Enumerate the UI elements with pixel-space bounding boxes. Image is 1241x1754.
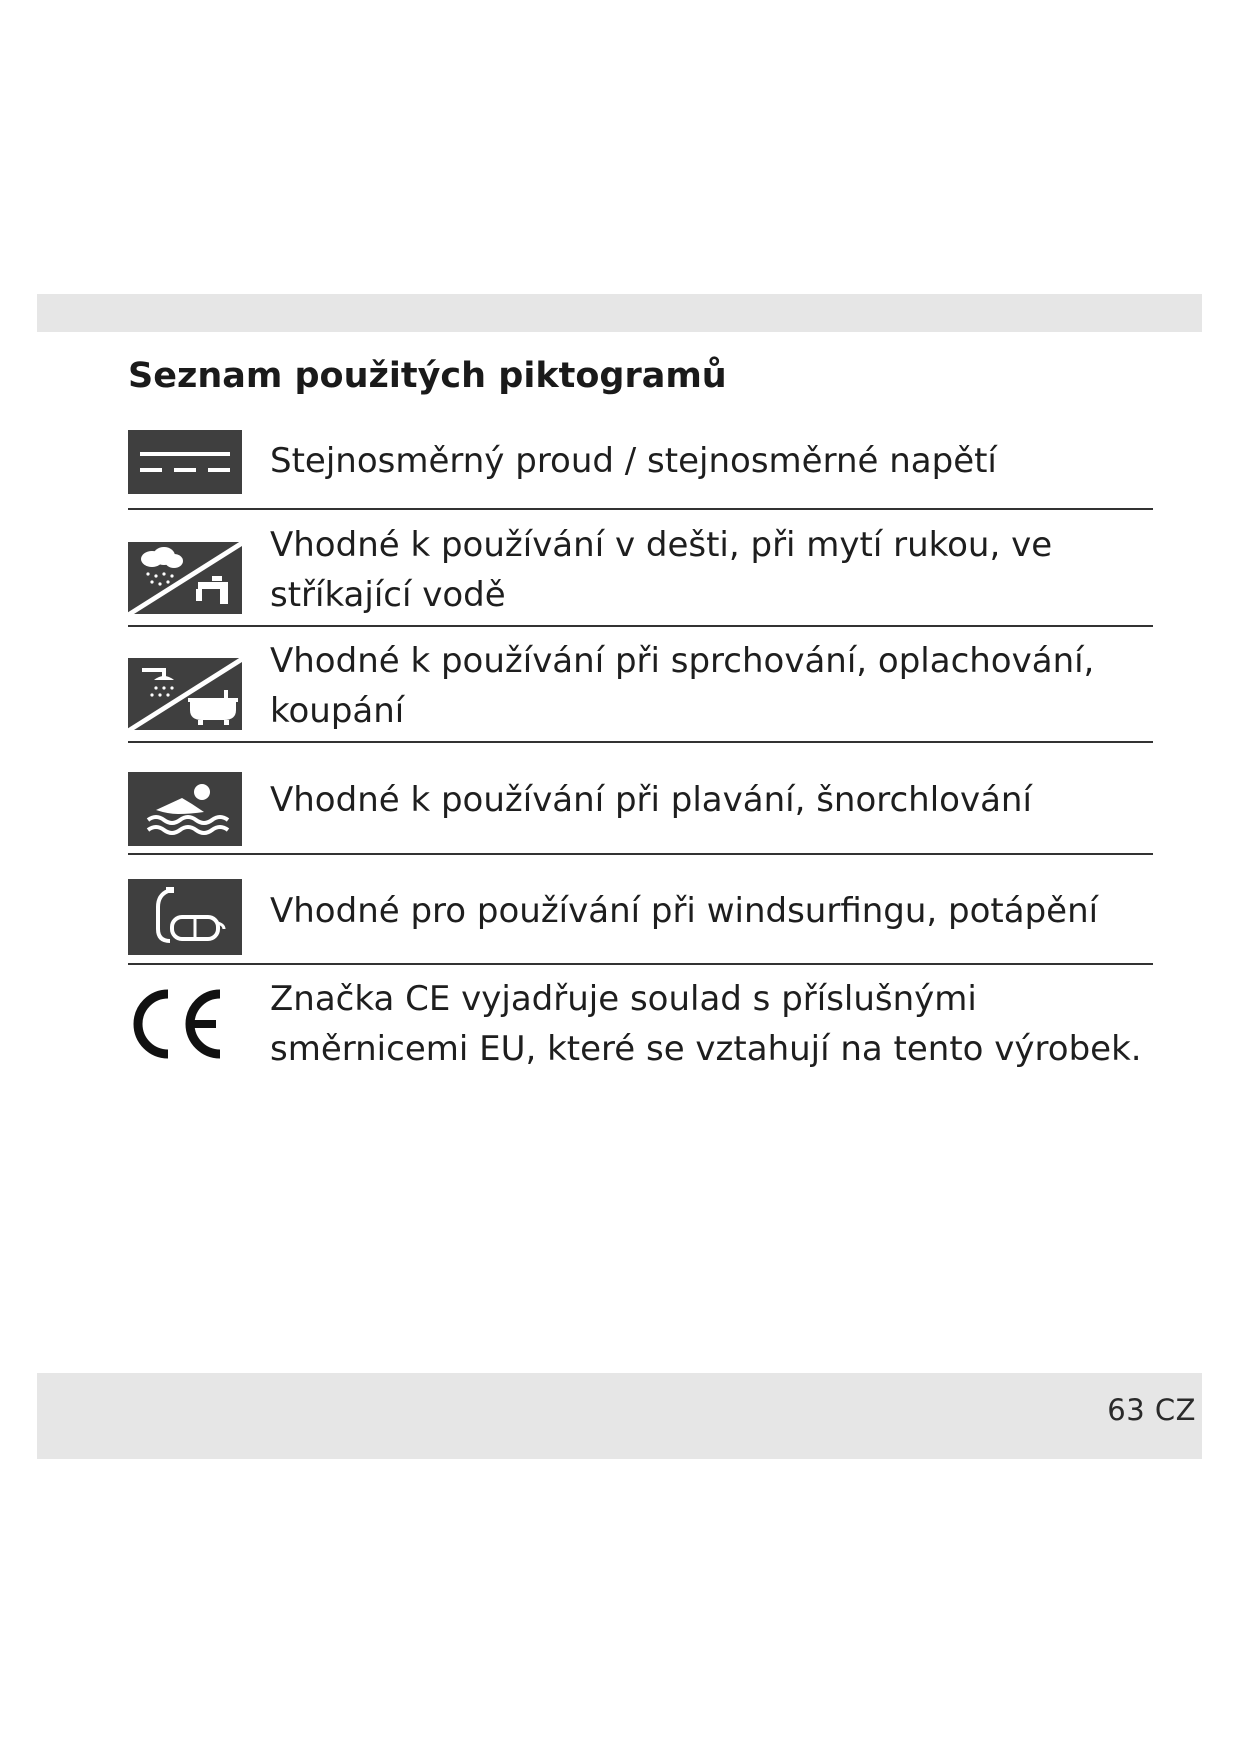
ce-mark-icon: [128, 988, 228, 1060]
divider: [128, 741, 1153, 743]
swimming-icon: [128, 772, 242, 846]
divider: [128, 963, 1153, 965]
pictogram-description: Vhodné pro používání při windsurfingu, potápění: [270, 891, 1099, 931]
pictogram-description: Značka CE vyjadřuje soulad s příslušnými směrnicemi EU, které se vztahují na tento výrobek.: [270, 979, 1142, 1069]
pictogram-description: Vhodné k používání při plavání, šnorchlování: [270, 780, 1032, 820]
pictogram-description: Vhodné k používání při sprchování, oplachování, koupání: [270, 641, 1095, 731]
divider: [128, 625, 1153, 627]
pictogram-row: [128, 864, 1153, 964]
shower-bath-icon: [128, 658, 242, 730]
pictogram-description: Stejnosměrný proud / stejnosměrné napětí: [270, 441, 997, 481]
divider: [128, 853, 1153, 855]
footer-band: [37, 1373, 1202, 1459]
pictogram-row: [128, 636, 1153, 736]
snorkel-mask-icon: [128, 879, 242, 955]
pictogram-row: [128, 974, 1153, 1084]
pictogram-description: Vhodné k používání v dešti, při mytí rukou, ve stříkající vodě: [270, 525, 1053, 615]
page-number: 63 CZ: [1107, 1393, 1196, 1427]
pictogram-row: [128, 428, 1153, 498]
divider: [128, 508, 1153, 510]
header-band: [37, 294, 1202, 332]
dc-current-icon: [128, 430, 242, 494]
page-title: Seznam použitých piktogramů: [128, 356, 727, 396]
pictogram-row: [128, 520, 1153, 620]
pictogram-row: [128, 752, 1153, 852]
rain-splash-icon: [128, 542, 242, 614]
